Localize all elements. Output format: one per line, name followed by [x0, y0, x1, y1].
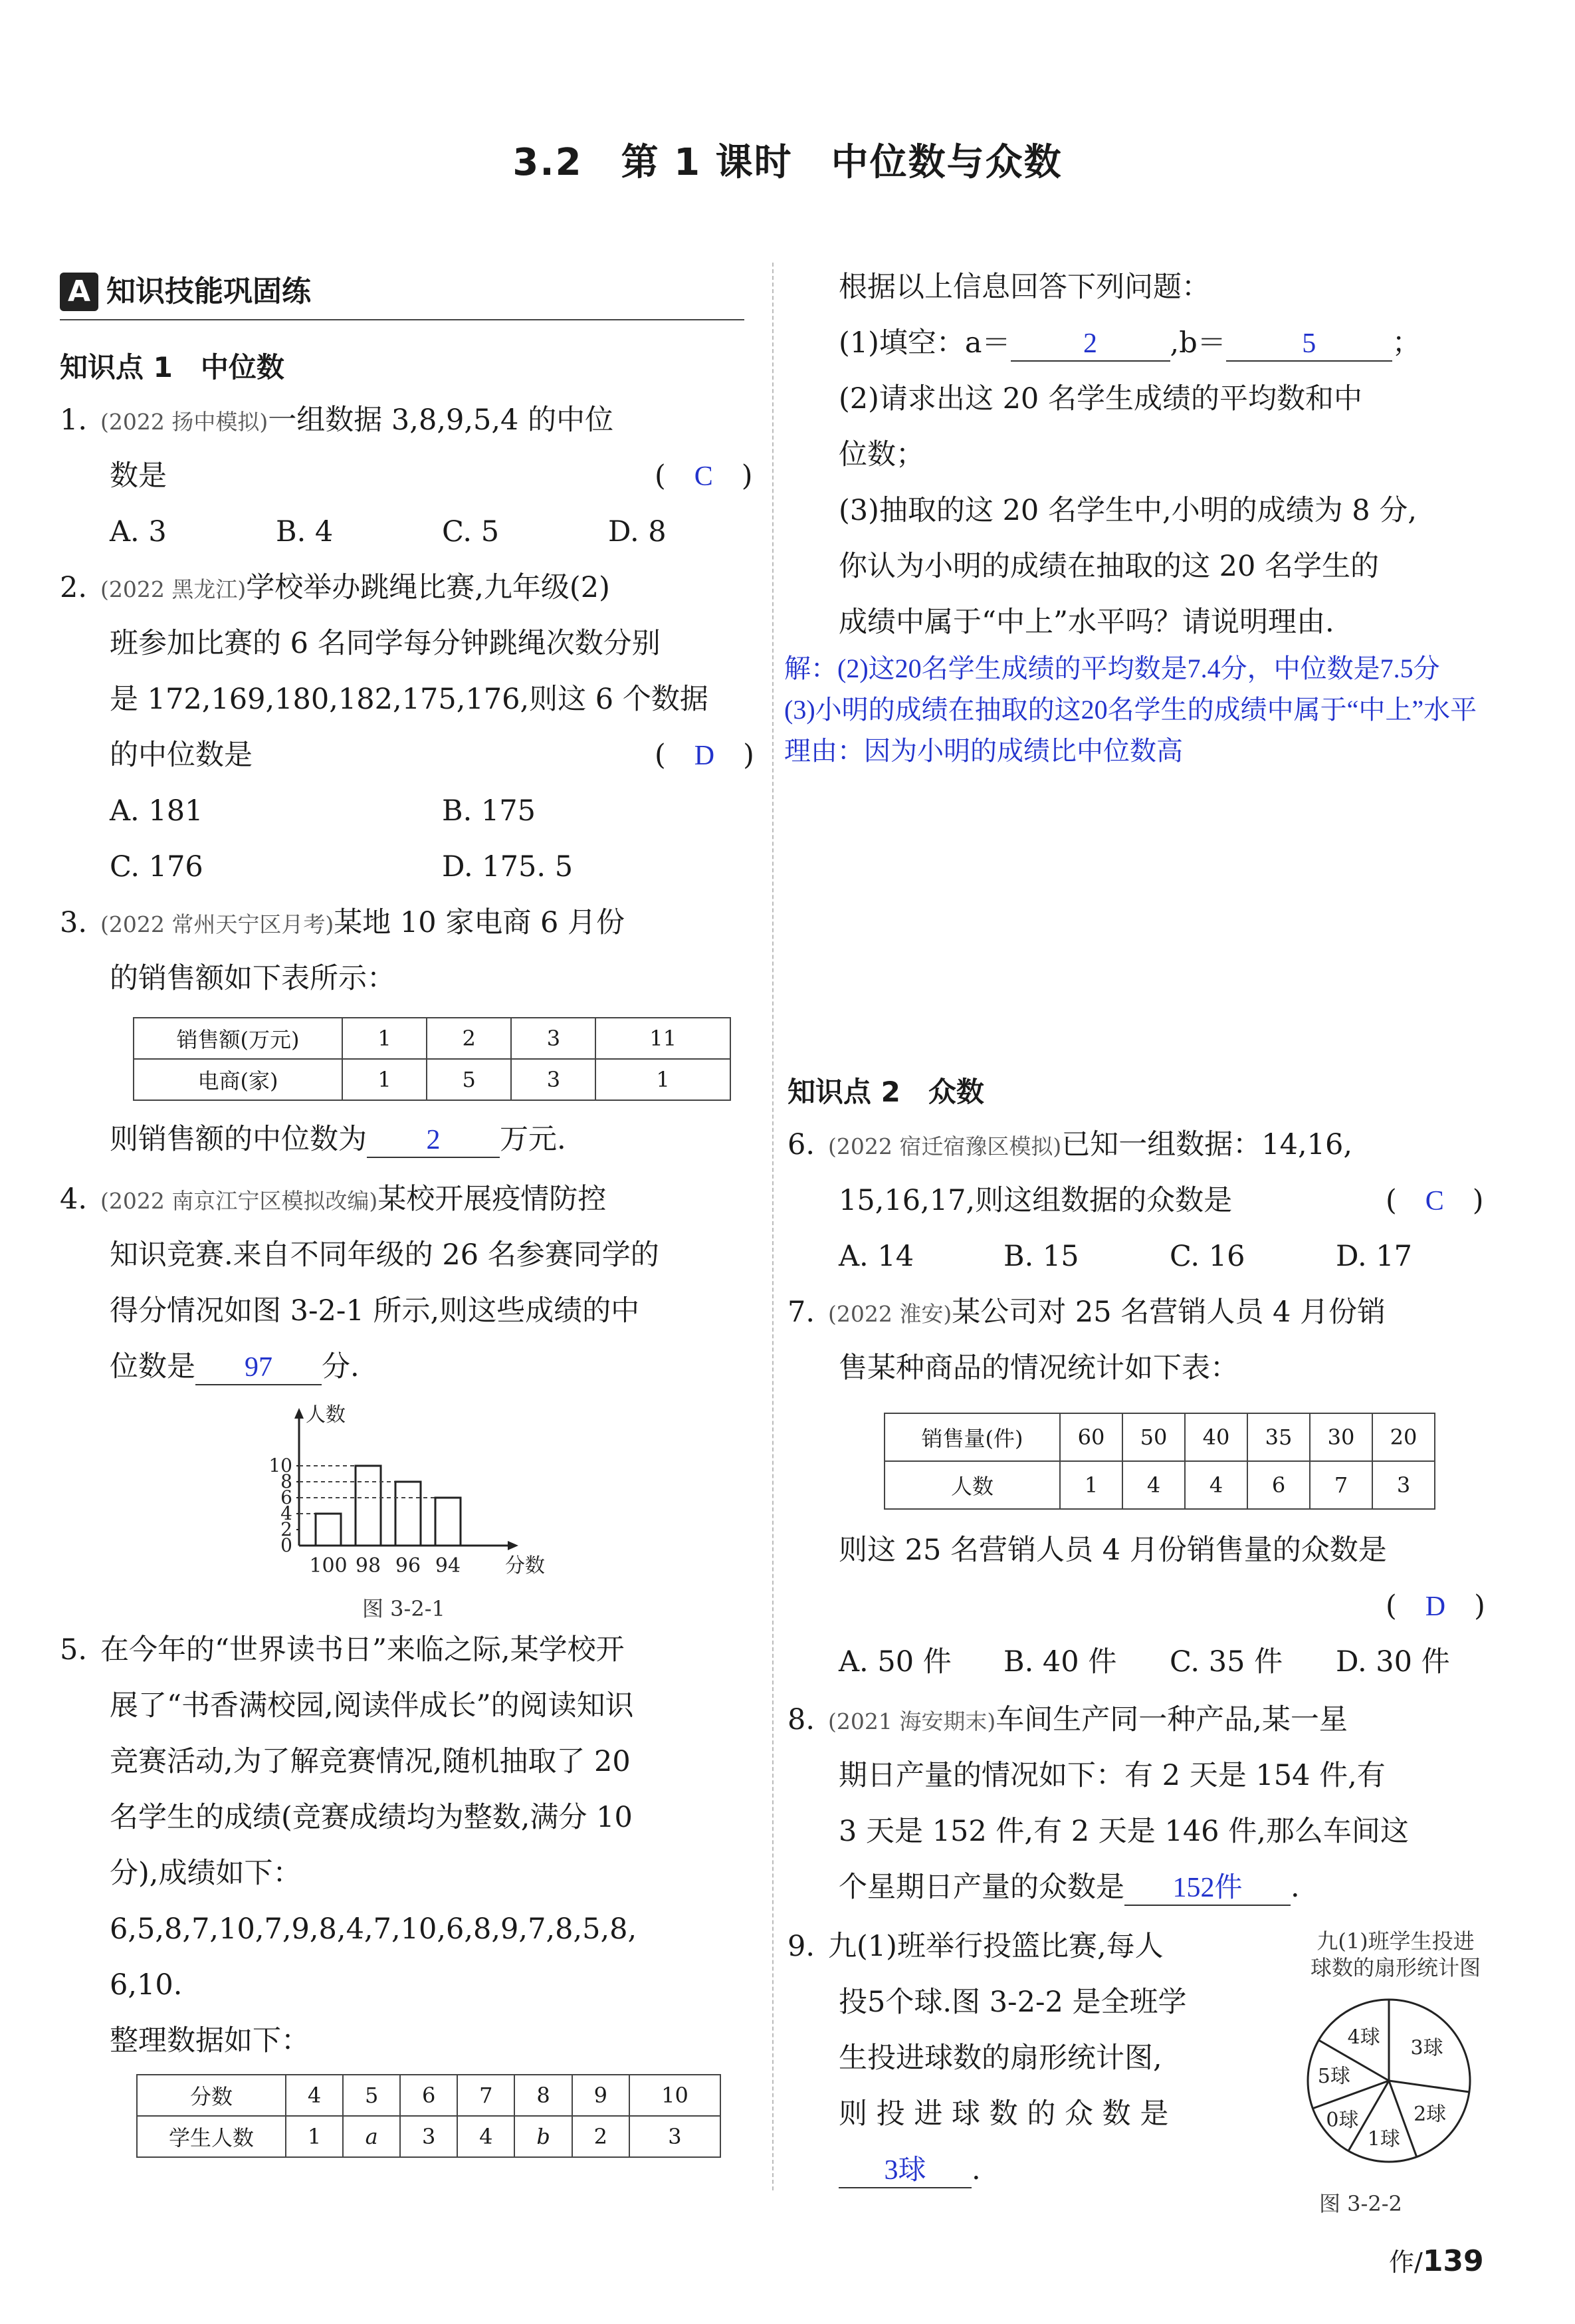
q5-r-line7: 成绩中属于“中上”水平吗？请说明理由. [839, 606, 1334, 639]
pie-chart-title [1286, 1928, 1505, 1981]
q4-text1: 某校开展疫情防控 [377, 1183, 607, 1216]
x-tick-label: 98 [355, 1554, 381, 1577]
q2-line1 [60, 560, 610, 618]
q4-line4-pre: 位数是 [110, 1350, 195, 1383]
q8-text1: 车间生产同一种产品,某一星 [996, 1703, 1348, 1736]
q8-num: 8. [788, 1703, 815, 1736]
q4-line3: 得分情况如图 3-2-1 所示,则这些成绩的中 [110, 1294, 640, 1328]
table-cell: 学生人数 [137, 2116, 286, 2157]
table-cell: 4 [1185, 1461, 1247, 1509]
pie-slice-label: 5球 [1317, 2064, 1350, 2088]
y-axis-arrow [294, 1408, 304, 1419]
q8-answer: 152件 [1172, 1873, 1243, 1903]
q7-line2: 售某种商品的情况统计如下表： [839, 1351, 1239, 1385]
q6-answer: C [1425, 1186, 1444, 1217]
pie-chart [1296, 1988, 1482, 2174]
q4-line4 [110, 1339, 360, 1395]
q1-line1 [60, 392, 613, 450]
q7-answer: D [1425, 1591, 1446, 1622]
q6-option-d: D. 17 [1336, 1240, 1412, 1273]
q4-source: (2022 南京江宁区模拟改编) [100, 1188, 378, 1214]
q7-text1: 某公司对 25 名营销人员 4 月份销 [952, 1296, 1386, 1329]
q1-option-a: A. 3 [110, 515, 167, 548]
q2-option-a: A. 181 [110, 794, 203, 828]
q5-r-line1: 根据以上信息回答下列问题： [839, 271, 1210, 304]
q5-line2: 展了“书香满校园,阅读伴成长”的阅读知识 [110, 1689, 634, 1722]
x-tick-label: 94 [435, 1554, 461, 1577]
table-cell: 30 [1310, 1413, 1372, 1461]
q3-table [133, 1017, 731, 1101]
pie-slice-label: 0球 [1326, 2108, 1359, 2132]
q5-r-line6: 你认为小明的成绩在抽取的这 20 名学生的 [839, 550, 1380, 583]
q9-line4: 则 投 进 球 数 的 众 数 是 [839, 2097, 1169, 2131]
q3-line2: 的销售额如下表所示： [110, 962, 395, 995]
y-tick-label: 6 [280, 1486, 292, 1508]
table-cell: 3 [1372, 1461, 1435, 1509]
q6-text1: 已知一组数据：14,16, [1061, 1128, 1353, 1161]
q9-text1: 九(1)班举行投篮比赛,每人 [828, 1930, 1164, 1963]
q5-solution-1: 解：(2)这20名学生成绩的平均数是7.4分，中位数是7.5分 [784, 653, 1440, 683]
q5-b-answer: 5 [1302, 328, 1316, 359]
q1-answer-paren: ( C ) [655, 459, 753, 493]
q5-r-line4: 位数； [839, 438, 924, 471]
table-cell: 3 [511, 1059, 595, 1100]
q5-solution-2: (3)小明的成绩在抽取的这20名学生的成绩中属于“中上”水平 [784, 695, 1477, 725]
q2-answer-paren: ( D ) [655, 739, 754, 772]
q3-answer: 2 [426, 1125, 441, 1155]
q4-answer: 97 [245, 1352, 272, 1383]
y-tick-label: 8 [280, 1470, 292, 1492]
q1-text1: 一组数据 3,8,9,5,4 的中位 [268, 404, 614, 437]
q4-line2: 知识竞赛.来自不同年级的 26 名参赛同学的 [110, 1238, 659, 1272]
pie-slice-label: 3球 [1410, 2036, 1443, 2060]
x-axis-arrow [508, 1541, 518, 1550]
table-cell: 3 [400, 2116, 457, 2157]
q5-line7: 6,10. [110, 1968, 183, 2002]
pie-slice-label: 4球 [1347, 2026, 1380, 2049]
q8-line4-pre: 个星期日产量的众数是 [839, 1871, 1124, 1904]
table-cell: 50 [1122, 1413, 1185, 1461]
q2-text1: 学校举办跳绳比赛,九年级(2) [246, 571, 610, 604]
q4-num: 4. [60, 1183, 88, 1216]
bar [316, 1514, 341, 1546]
q1-line2: 数是 [110, 459, 167, 493]
q7-num: 7. [788, 1296, 815, 1329]
q1-option-c: C. 5 [442, 515, 500, 548]
table-cell: 4 [286, 2075, 343, 2116]
q5-fill-post: ； [1392, 326, 1421, 360]
x-tick-label: 100 [309, 1554, 348, 1577]
q6-line1 [788, 1117, 1352, 1175]
q1-answer: C [694, 461, 713, 492]
q7-option-b: B. 40 件 [1003, 1645, 1117, 1679]
q5-table [136, 2074, 721, 2158]
q5-r-line3: (2)请求出这 20 名学生成绩的平均数和中 [839, 382, 1362, 415]
q3-tail-post: 万元. [500, 1123, 566, 1156]
footer-prefix: 作/ [1389, 2248, 1423, 2277]
table-cell: 销售量(件) [885, 1413, 1060, 1461]
pie-title-line2: 球数的扇形统计图 [1310, 1955, 1481, 1980]
table-row [134, 1059, 730, 1100]
table-cell: 3 [511, 1018, 595, 1059]
q6-num: 6. [788, 1128, 815, 1161]
q6-option-b: B. 15 [1003, 1240, 1079, 1273]
pie-slice-label: 2球 [1414, 2102, 1447, 2126]
table-cell: 2 [427, 1018, 511, 1059]
q5-num: 5. [60, 1633, 88, 1667]
table-row [137, 2075, 720, 2116]
table-cell: 7 [1310, 1461, 1372, 1509]
page-footer [1389, 2242, 1484, 2278]
table-cell: 1 [595, 1059, 730, 1100]
q2-answer: D [694, 741, 715, 771]
table-cell: 10 [629, 2075, 720, 2116]
table-cell: 35 [1247, 1413, 1310, 1461]
bar [435, 1498, 461, 1546]
x-axis-label: 分数 [505, 1554, 545, 1577]
q5-line8: 整理数据如下： [110, 2024, 310, 2057]
y-tick-label: 2 [280, 1518, 292, 1540]
q2-source: (2022 黑龙江) [100, 576, 247, 602]
x-tick-label: 96 [395, 1554, 421, 1577]
q8-line4 [839, 1859, 1300, 1915]
y-axis-label: 人数 [306, 1403, 346, 1427]
q6-line2: 15,16,17,则这组数据的众数是 [839, 1184, 1233, 1217]
bar-chart-caption: 图 3-2-1 [362, 1596, 445, 1621]
q3-tail [110, 1111, 566, 1167]
q8-line1 [788, 1692, 1348, 1750]
q7-table [884, 1413, 1435, 1510]
q5-r-line5: (3)抽取的这 20 名学生中,小明的成绩为 8 分, [839, 494, 1417, 527]
table-cell: 11 [595, 1018, 730, 1059]
q8-source: (2021 海安期末) [828, 1708, 996, 1734]
table-row [885, 1461, 1435, 1509]
q5-fill [839, 315, 1421, 371]
table-cell: 5 [343, 2075, 400, 2116]
page-number: 139 [1422, 2244, 1484, 2278]
section-title: 知识技能巩固练 [106, 275, 311, 308]
q2-num: 2. [60, 571, 88, 604]
q9-line2: 投5个球.图 3-2-2 是全班学 [839, 1986, 1187, 2019]
q2-option-b: B. 175 [442, 794, 536, 828]
q3-text1: 某地 10 家电商 6 月份 [334, 906, 625, 939]
table-cell: b [514, 2116, 572, 2157]
y-tick-label: 0 [280, 1534, 292, 1556]
table-cell: 1 [342, 1018, 427, 1059]
table-row [885, 1413, 1435, 1461]
q9-line3: 生投进球数的扇形统计图, [839, 2041, 1162, 2075]
table-cell: 4 [1122, 1461, 1185, 1509]
q1-source: (2022 扬中模拟) [100, 409, 268, 435]
section-badge: A [60, 273, 98, 311]
q9-answer: 3球 [884, 2155, 926, 2186]
table-cell: 1 [286, 2116, 343, 2157]
q5-line4: 名学生的成绩(竞赛成绩均为整数,满分 10 [110, 1801, 633, 1834]
table-cell: 40 [1185, 1413, 1247, 1461]
table-cell: 2 [572, 2116, 629, 2157]
q7-source: (2022 淮安) [828, 1301, 952, 1327]
q5-solution-3: 理由：因为小明的成绩比中位数高 [784, 736, 1183, 766]
q1-num: 1. [60, 404, 88, 437]
q5-line5: 分),成绩如下： [110, 1857, 302, 1890]
q9-line5 [839, 2142, 981, 2198]
q4-line4-post: 分. [322, 1350, 360, 1383]
pie-slice-label: 1球 [1367, 2127, 1400, 2151]
page-title: 3.2 第 1 课时 中位数与众数 [512, 141, 1063, 184]
q6-source: (2022 宿迁宿豫区模拟) [828, 1133, 1062, 1159]
section-header [60, 273, 744, 320]
table-cell: 4 [457, 2116, 514, 2157]
table-row [137, 2116, 720, 2157]
q5-line3: 竞赛活动,为了解竞赛情况,随机抽取了 20 [110, 1745, 631, 1778]
q8-line3: 3 天是 152 件,有 2 天是 146 件,那么车间这 [839, 1815, 1409, 1848]
q2-line4: 的中位数是 [110, 739, 253, 772]
q8-line2: 期日产量的情况如下：有 2 天是 154 件,有 [839, 1759, 1386, 1792]
table-cell: 1 [1060, 1461, 1122, 1509]
table-cell: a [343, 2116, 400, 2157]
bar [395, 1482, 421, 1546]
q7-option-c: C. 35 件 [1170, 1645, 1283, 1679]
q5-text1: 在今年的“世界读书日”来临之际,某学校开 [100, 1633, 625, 1667]
knowledge-point-1: 知识点 1 中位数 [60, 351, 284, 384]
q5-fill-mid: ,b＝ [1170, 326, 1226, 360]
q7-option-d: D. 30 件 [1336, 1645, 1450, 1679]
table-cell: 3 [629, 2116, 720, 2157]
q5-a-answer: 2 [1083, 328, 1098, 359]
q6-answer-paren: ( C ) [1386, 1184, 1484, 1217]
q1-option-d: D. 8 [608, 515, 667, 548]
q6-option-c: C. 16 [1170, 1240, 1245, 1273]
q2-line3: 是 172,169,180,182,175,176,则这 6 个数据 [110, 683, 708, 716]
table-cell: 5 [427, 1059, 511, 1100]
q7-line1 [788, 1284, 1386, 1342]
pie-chart-caption: 图 3-2-2 [1319, 2191, 1402, 2216]
column-divider [772, 263, 774, 2190]
bar-chart [259, 1403, 572, 1589]
table-cell: 6 [400, 2075, 457, 2116]
table-cell: 人数 [885, 1461, 1060, 1509]
table-cell: 8 [514, 2075, 572, 2116]
q2-option-d: D. 175. 5 [442, 850, 574, 883]
table-cell: 1 [342, 1059, 427, 1100]
q4-line1 [60, 1171, 606, 1229]
table-cell: 7 [457, 2075, 514, 2116]
q1-option-b: B. 4 [276, 515, 334, 548]
q9-tail: . [972, 2153, 981, 2186]
table-row [134, 1018, 730, 1059]
q7-answer-paren: ( D ) [1386, 1589, 1485, 1623]
table-cell: 20 [1372, 1413, 1435, 1461]
q8-line4-post: . [1291, 1871, 1300, 1904]
q7-option-a: A. 50 件 [839, 1645, 952, 1679]
knowledge-point-2: 知识点 2 众数 [788, 1076, 984, 1108]
q3-source: (2022 常州天宁区月考) [100, 911, 334, 937]
table-cell: 电商(家) [134, 1059, 342, 1100]
q3-tail-pre: 则销售额的中位数为 [110, 1123, 367, 1156]
q7-line3: 则这 25 名营销人员 4 月份销售量的众数是 [839, 1534, 1387, 1567]
bar [356, 1466, 381, 1546]
q5-line1 [60, 1622, 625, 1678]
q6-option-a: A. 14 [839, 1240, 914, 1273]
table-cell: 销售额(万元) [134, 1018, 342, 1059]
pie-title-line1: 九(1)班学生投进 [1316, 1928, 1475, 1954]
q9-num: 9. [788, 1930, 815, 1963]
table-cell: 9 [572, 2075, 629, 2116]
table-cell: 分数 [137, 2075, 286, 2116]
y-tick-label: 10 [268, 1454, 292, 1476]
q2-line2: 班参加比赛的 6 名同学每分钟跳绳次数分别 [110, 627, 661, 660]
q5-line6: 6,5,8,7,10,7,9,8,4,7,10,6,8,9,7,8,5,8, [110, 1913, 637, 1946]
table-cell: 6 [1247, 1461, 1310, 1509]
q3-line1 [60, 895, 625, 953]
table-cell: 60 [1060, 1413, 1122, 1461]
q2-option-c: C. 176 [110, 850, 203, 883]
q3-num: 3. [60, 906, 88, 939]
y-tick-label: 4 [280, 1502, 292, 1524]
q5-fill-pre: (1)填空：a＝ [839, 326, 1011, 360]
q9-line1 [788, 1918, 1164, 1974]
